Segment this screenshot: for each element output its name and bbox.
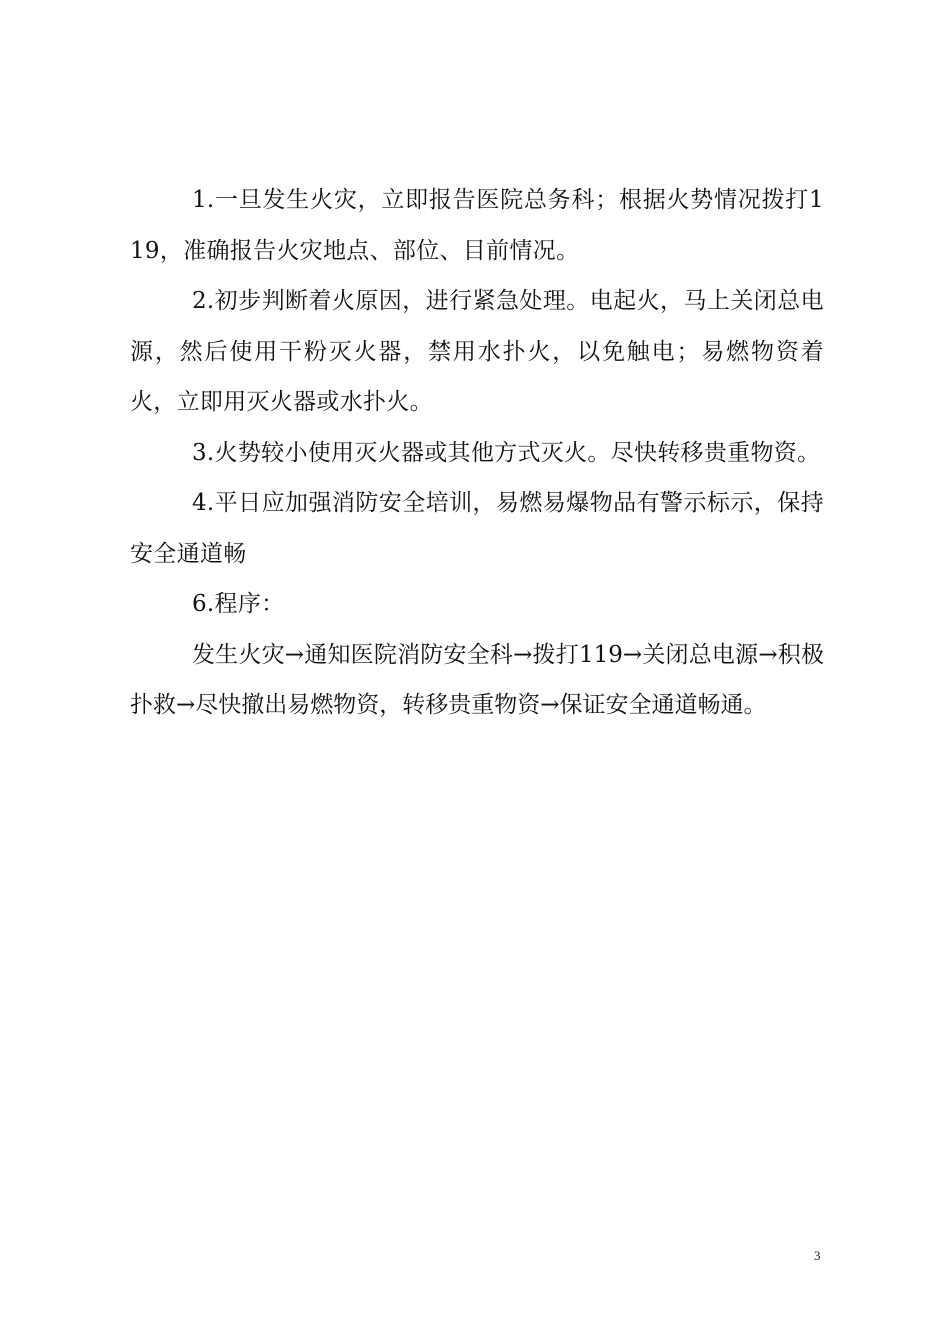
document-body [130, 175, 824, 731]
procedure-heading: 6.程序： [192, 591, 285, 617]
page-number: 3 [814, 1248, 821, 1263]
procedure-flow: 发生火灾→通知医院消防安全科→拨打119→关闭总电源→积极扑救→尽快撤出易燃物资，转移贵重物资→保证安全通道畅通。 [130, 641, 824, 718]
paragraph-1: 1.一旦发生火灾，立即报告医院总务科；根据火势情况拨打119，准确报告火灾地点、部位、目前情况。 [130, 187, 824, 264]
paragraph-3: 3.火势较小使用灭火器或其他方式灭火。尽快转移贵重物资。 [192, 439, 821, 466]
paragraph-4: 4.平日应加强消防安全培训，易燃易爆物品有警示标示，保持安全通道畅 [130, 490, 824, 567]
paragraph-2: 2.初步判断着火原因，进行紧急处理。电起火，马上关闭总电源，然后使用干粉灭火器，禁用水扑火，以免触电；易燃物资着火，立即用灭火器或水扑火。 [130, 288, 824, 415]
